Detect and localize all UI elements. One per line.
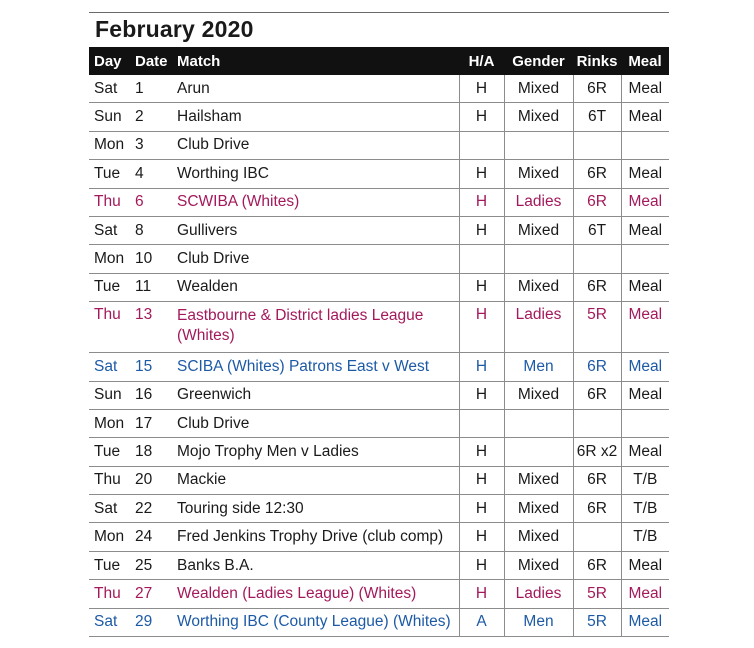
gender-cell — [504, 131, 573, 159]
gender-cell: Ladies — [504, 188, 573, 216]
meal-cell: Meal — [621, 216, 669, 244]
day-cell: Sat — [89, 75, 130, 103]
rinks-cell — [573, 523, 621, 551]
meal-cell: Meal — [621, 353, 669, 381]
rinks-cell: 6R — [573, 381, 621, 409]
ha-cell — [459, 131, 504, 159]
gender-cell — [504, 409, 573, 437]
rinks-cell: 6R — [573, 188, 621, 216]
table-row — [89, 523, 669, 551]
ha-cell: H — [459, 75, 504, 103]
date-cell: 11 — [130, 273, 172, 301]
date-cell: 2 — [130, 103, 172, 131]
gender-cell: Mixed — [504, 495, 573, 523]
day-cell: Thu — [89, 188, 130, 216]
rinks-cell: 6R — [573, 75, 621, 103]
ha-cell: A — [459, 608, 504, 636]
match-cell: SCIBA (Whites) Patrons East v West — [172, 353, 459, 381]
date-cell: 1 — [130, 75, 172, 103]
match-cell: Arun — [172, 75, 459, 103]
gender-cell: Mixed — [504, 466, 573, 494]
meal-cell: Meal — [621, 103, 669, 131]
date-cell: 27 — [130, 580, 172, 608]
gender-cell: Mixed — [504, 216, 573, 244]
table-row — [89, 580, 669, 608]
fixtures-table — [89, 47, 669, 637]
ha-cell: H — [459, 302, 504, 353]
meal-cell — [621, 131, 669, 159]
ha-cell: H — [459, 216, 504, 244]
day-cell: Mon — [89, 245, 130, 273]
meal-cell: Meal — [621, 302, 669, 353]
day-cell: Sat — [89, 216, 130, 244]
match-cell: Touring side 12:30 — [172, 495, 459, 523]
fixtures-sheet — [89, 12, 669, 637]
header-date: Date — [130, 47, 172, 75]
meal-cell: Meal — [621, 75, 669, 103]
day-cell: Sun — [89, 103, 130, 131]
rinks-cell: 5R — [573, 608, 621, 636]
match-cell: Eastbourne & District ladies League (Whites) — [172, 302, 459, 353]
table-row — [89, 495, 669, 523]
ha-cell: H — [459, 466, 504, 494]
meal-cell — [621, 245, 669, 273]
date-cell: 29 — [130, 608, 172, 636]
date-cell: 16 — [130, 381, 172, 409]
table-row — [89, 438, 669, 466]
ha-cell: H — [459, 551, 504, 579]
header-rinks: Rinks — [573, 47, 621, 75]
date-cell: 25 — [130, 551, 172, 579]
match-cell: Club Drive — [172, 409, 459, 437]
day-cell: Mon — [89, 409, 130, 437]
meal-cell: Meal — [621, 580, 669, 608]
day-cell: Thu — [89, 302, 130, 353]
match-cell: Greenwich — [172, 381, 459, 409]
date-cell: 13 — [130, 302, 172, 353]
header-match: Match — [172, 47, 459, 75]
date-cell: 8 — [130, 216, 172, 244]
ha-cell: H — [459, 580, 504, 608]
gender-cell: Mixed — [504, 160, 573, 188]
meal-cell: T/B — [621, 495, 669, 523]
gender-cell — [504, 438, 573, 466]
table-row — [89, 75, 669, 103]
ha-cell: H — [459, 523, 504, 551]
date-cell: 10 — [130, 245, 172, 273]
day-cell: Tue — [89, 273, 130, 301]
meal-cell — [621, 409, 669, 437]
date-cell: 22 — [130, 495, 172, 523]
match-cell: Wealden (Ladies League) (Whites) — [172, 580, 459, 608]
table-row — [89, 160, 669, 188]
page-title: February 2020 — [95, 16, 254, 42]
match-cell: SCWIBA (Whites) — [172, 188, 459, 216]
match-cell: Club Drive — [172, 131, 459, 159]
date-cell: 20 — [130, 466, 172, 494]
meal-cell: Meal — [621, 188, 669, 216]
table-row — [89, 302, 669, 353]
ha-cell — [459, 409, 504, 437]
gender-cell: Mixed — [504, 523, 573, 551]
ha-cell: H — [459, 381, 504, 409]
date-cell: 15 — [130, 353, 172, 381]
date-cell: 18 — [130, 438, 172, 466]
table-header — [89, 47, 669, 75]
rinks-cell: 6R — [573, 495, 621, 523]
gender-cell: Mixed — [504, 273, 573, 301]
match-cell: Hailsham — [172, 103, 459, 131]
ha-cell: H — [459, 495, 504, 523]
rinks-cell: 5R — [573, 580, 621, 608]
gender-cell: Ladies — [504, 580, 573, 608]
rinks-cell: 6R — [573, 160, 621, 188]
rinks-cell: 6R — [573, 551, 621, 579]
gender-cell: Mixed — [504, 551, 573, 579]
date-cell: 4 — [130, 160, 172, 188]
rinks-cell — [573, 409, 621, 437]
gender-cell: Mixed — [504, 381, 573, 409]
match-cell: Club Drive — [172, 245, 459, 273]
day-cell: Sat — [89, 608, 130, 636]
gender-cell: Men — [504, 353, 573, 381]
header-ha: H/A — [459, 47, 504, 75]
date-cell: 17 — [130, 409, 172, 437]
date-cell: 3 — [130, 131, 172, 159]
day-cell: Sat — [89, 353, 130, 381]
match-cell: Fred Jenkins Trophy Drive (club comp) — [172, 523, 459, 551]
rinks-cell: 5R — [573, 302, 621, 353]
rinks-cell: 6R — [573, 466, 621, 494]
day-cell: Tue — [89, 160, 130, 188]
ha-cell: H — [459, 353, 504, 381]
gender-cell — [504, 245, 573, 273]
header-gender: Gender — [504, 47, 573, 75]
ha-cell: H — [459, 438, 504, 466]
table-row — [89, 216, 669, 244]
table-row — [89, 466, 669, 494]
table-row — [89, 188, 669, 216]
meal-cell: Meal — [621, 551, 669, 579]
rinks-cell: 6T — [573, 216, 621, 244]
rinks-cell — [573, 131, 621, 159]
ha-cell: H — [459, 160, 504, 188]
match-cell: Worthing IBC — [172, 160, 459, 188]
gender-cell: Mixed — [504, 75, 573, 103]
ha-cell: H — [459, 103, 504, 131]
ha-cell — [459, 245, 504, 273]
table-row — [89, 245, 669, 273]
table-row — [89, 409, 669, 437]
match-cell: Mackie — [172, 466, 459, 494]
table-row — [89, 381, 669, 409]
meal-cell: Meal — [621, 438, 669, 466]
day-cell: Tue — [89, 551, 130, 579]
header-meal: Meal — [621, 47, 669, 75]
table-row — [89, 608, 669, 636]
meal-cell: Meal — [621, 608, 669, 636]
date-cell: 6 — [130, 188, 172, 216]
table-row — [89, 551, 669, 579]
meal-cell: Meal — [621, 273, 669, 301]
rinks-cell: 6R x2 — [573, 438, 621, 466]
day-cell: Tue — [89, 438, 130, 466]
match-cell: Banks B.A. — [172, 551, 459, 579]
rinks-cell: 6T — [573, 103, 621, 131]
day-cell: Sun — [89, 381, 130, 409]
day-cell: Thu — [89, 466, 130, 494]
rinks-cell: 6R — [573, 273, 621, 301]
match-cell: Gullivers — [172, 216, 459, 244]
day-cell: Mon — [89, 523, 130, 551]
match-cell: Wealden — [172, 273, 459, 301]
rinks-cell — [573, 245, 621, 273]
day-cell: Mon — [89, 131, 130, 159]
table-row — [89, 273, 669, 301]
day-cell: Thu — [89, 580, 130, 608]
ha-cell: H — [459, 273, 504, 301]
table-row — [89, 103, 669, 131]
meal-cell: T/B — [621, 466, 669, 494]
meal-cell: Meal — [621, 160, 669, 188]
match-cell: Worthing IBC (County League) (Whites) — [172, 608, 459, 636]
header-day: Day — [89, 47, 130, 75]
table-body — [89, 75, 669, 637]
meal-cell: Meal — [621, 381, 669, 409]
table-row — [89, 131, 669, 159]
day-cell: Sat — [89, 495, 130, 523]
ha-cell: H — [459, 188, 504, 216]
gender-cell: Men — [504, 608, 573, 636]
date-cell: 24 — [130, 523, 172, 551]
rinks-cell: 6R — [573, 353, 621, 381]
gender-cell: Mixed — [504, 103, 573, 131]
gender-cell: Ladies — [504, 302, 573, 353]
meal-cell: T/B — [621, 523, 669, 551]
table-row — [89, 353, 669, 381]
match-cell: Mojo Trophy Men v Ladies — [172, 438, 459, 466]
